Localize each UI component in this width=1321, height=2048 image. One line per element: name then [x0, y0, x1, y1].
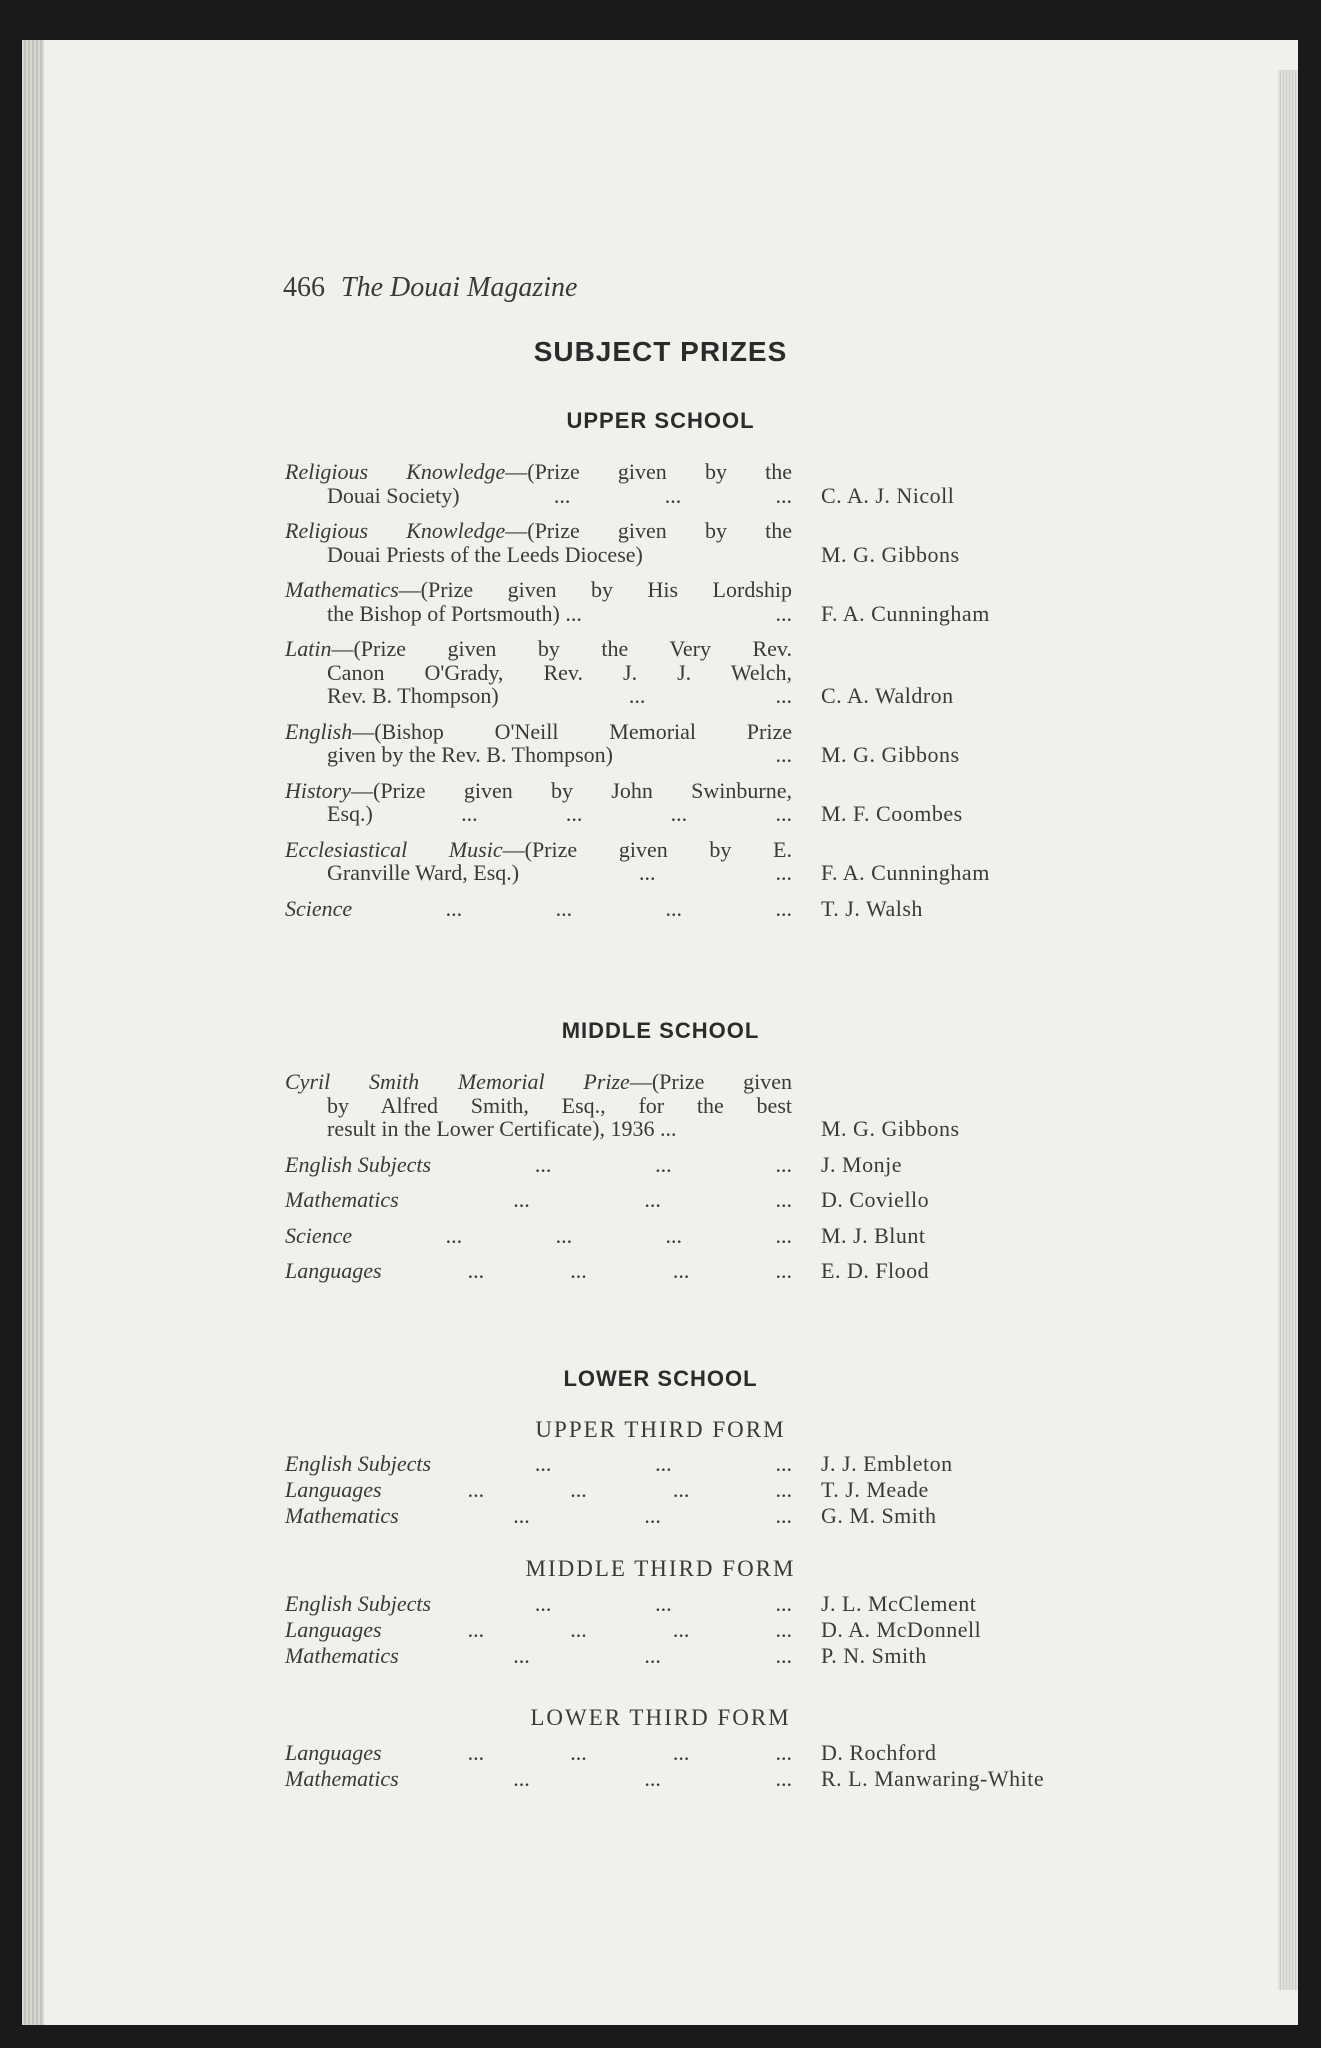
dot-leader: ...: [644, 1187, 661, 1212]
dot-leader: ...: [513, 1766, 530, 1791]
prize-entry: [285, 1478, 1045, 1502]
line-text: [285, 1741, 382, 1765]
dot-leader: ...: [775, 801, 792, 826]
prize-winner: M. G. Gibbons: [821, 742, 960, 767]
prize-winner: M. G. Gibbons: [821, 541, 960, 567]
prize-description: [285, 1478, 792, 1502]
dot-leader: ...: [570, 1617, 587, 1642]
line-text: [285, 1644, 399, 1668]
prize-description: [285, 519, 792, 566]
prize-entry: [285, 1188, 1045, 1212]
prize-description: [285, 897, 792, 921]
prize-entry: [285, 1452, 1045, 1476]
prize-subject: English Subjects: [285, 1151, 432, 1177]
description-line: [285, 897, 792, 921]
prize-winner: F. A. Cunningham: [821, 600, 990, 626]
prize-entry: [285, 1767, 1045, 1791]
dot-leader: ...: [775, 1187, 792, 1212]
dot-leader: ...: [570, 1477, 587, 1502]
description-line: [285, 1259, 792, 1283]
upper-school-heading: UPPER SCHOOL: [566, 408, 755, 433]
description-line: [285, 1478, 792, 1502]
prize-subject: English Subjects: [285, 1591, 432, 1616]
prize-winner: R. L. Manwaring-White: [821, 1766, 1045, 1791]
line-text: [327, 1117, 676, 1141]
running-header: [283, 272, 577, 304]
description-line: [285, 1117, 792, 1141]
description-line: [285, 720, 792, 744]
upper-school-list: [285, 460, 1045, 932]
prize-winner: T. J. Meade: [821, 1477, 929, 1502]
dot-leader: ...: [644, 1503, 661, 1528]
prize-description: [285, 1070, 792, 1141]
prize-winner: C. A. J. Nicoll: [821, 482, 955, 508]
line-content: given by the Rev. B. Thompson): [327, 742, 613, 767]
dot-leader: ...: [775, 1477, 792, 1502]
magazine-title: The Douai Magazine: [341, 272, 578, 303]
prize-winner: J. L. McClement: [821, 1591, 977, 1616]
line-content: —(Prize given by His Lordship: [398, 577, 792, 602]
prize-entry: [285, 1070, 1045, 1141]
prize-description: [285, 720, 792, 767]
prize-description: [285, 838, 792, 885]
dot-leader: ...: [555, 895, 573, 921]
prize-description: [285, 1592, 792, 1616]
prize-subject: Mathematics: [285, 577, 399, 602]
description-line: [285, 1767, 792, 1791]
dot-leader: ...: [775, 1151, 792, 1177]
dot-leader: ...: [775, 1740, 792, 1765]
line-text: [285, 837, 792, 862]
dot-leader: ...: [775, 860, 792, 885]
prize-entry: [285, 1224, 1045, 1248]
dot-leader: ...: [534, 1451, 552, 1476]
prize-description: [285, 1618, 792, 1642]
prize-subject: Mathematics: [285, 1766, 399, 1791]
prize-winner: G. M. Smith: [821, 1503, 937, 1528]
prize-description: [285, 460, 792, 507]
description-line: [285, 484, 792, 508]
line-content: Douai Priests of the Leeds Diocese): [327, 541, 643, 567]
prize-entry: [285, 779, 1045, 826]
dot-leader: ...: [665, 1222, 683, 1248]
prize-winner: P. N. Smith: [821, 1643, 927, 1668]
dot-leader: ...: [665, 895, 683, 921]
line-content: Douai Society): [327, 482, 460, 508]
prize-subject: Languages: [285, 1477, 382, 1502]
prize-description: [285, 1504, 792, 1528]
line-text: [285, 1592, 431, 1616]
prize-winner: J. J. Embleton: [821, 1451, 953, 1476]
line-text: [327, 743, 613, 767]
prize-subject: Languages: [285, 1740, 382, 1765]
dot-leader: ...: [445, 895, 463, 921]
dot-leader: ...: [655, 1591, 672, 1616]
prize-description: [285, 1644, 792, 1668]
line-text: [285, 897, 352, 921]
prize-subject: History: [285, 777, 351, 803]
line-text: [327, 861, 519, 885]
line-content: —(Prize given by the: [505, 459, 792, 484]
dot-leader: ...: [555, 1222, 573, 1248]
prize-entry: [285, 1592, 1045, 1616]
description-line: [285, 1504, 792, 1528]
dot-leader: ...: [775, 1617, 792, 1642]
prize-description: [285, 1153, 792, 1177]
line-content: —(Prize given: [629, 1069, 792, 1094]
prize-winner: M. J. Blunt: [821, 1222, 926, 1248]
description-line: [285, 743, 792, 767]
dot-leader: ...: [639, 860, 656, 885]
line-content: Rev. B. Thompson): [327, 683, 499, 708]
prize-entry: [285, 1644, 1045, 1668]
line-text: [285, 1188, 399, 1212]
middle-school-heading: MIDDLE SCHOOL: [561, 1018, 760, 1043]
description-line: [285, 838, 792, 862]
prize-description: [285, 1741, 792, 1765]
dot-leader: ...: [513, 1503, 530, 1528]
prize-entry: [285, 637, 1045, 708]
dot-leader: ...: [628, 683, 646, 708]
description-line: [285, 684, 792, 708]
line-text: [327, 1093, 792, 1118]
description-line: [285, 1094, 792, 1118]
dot-leader: ...: [664, 482, 682, 508]
prize-winner: T. J. Walsh: [821, 895, 923, 921]
prize-subject: Languages: [285, 1617, 382, 1642]
page-title: SUBJECT PRIZES: [533, 336, 788, 367]
description-line: [285, 1070, 792, 1094]
line-content: result in the Lower Certificate), 1936 ...: [327, 1116, 677, 1141]
prize-subject: Ecclesiastical Music: [285, 836, 503, 862]
description-line: [285, 1644, 792, 1668]
description-line: [285, 779, 792, 803]
prize-winner: D. A. McDonnell: [821, 1617, 982, 1642]
dot-leader: ...: [775, 1591, 792, 1616]
dot-leader: ...: [775, 1643, 792, 1668]
form-heading: MIDDLE THIRD FORM: [525, 1556, 796, 1581]
line-text: [285, 577, 792, 602]
line-text: [327, 602, 582, 626]
dot-leader: ...: [461, 801, 478, 826]
prize-winner: C. A. Waldron: [821, 683, 954, 708]
line-text: [327, 660, 792, 685]
dot-leader: ...: [467, 1477, 485, 1502]
dot-leader: ...: [775, 1503, 792, 1528]
dot-leader: ...: [565, 801, 583, 826]
description-line: [285, 1618, 792, 1642]
prize-description: [285, 1452, 792, 1476]
line-text: [285, 719, 792, 744]
description-line: [285, 1452, 792, 1476]
line-text: [327, 484, 460, 508]
prize-entry: [285, 460, 1045, 507]
prize-subject: Cyril Smith Memorial Prize: [285, 1069, 630, 1094]
form-heading: LOWER THIRD FORM: [530, 1705, 791, 1730]
line-text: [327, 543, 643, 567]
dot-leader: ...: [775, 895, 792, 921]
dot-leader: ...: [775, 482, 792, 508]
dot-leader: ...: [553, 482, 571, 508]
form-list: [285, 1741, 1045, 1793]
line-content: by Alfred Smith, Esq., for the best: [327, 1092, 792, 1118]
prize-subject: Mathematics: [285, 1187, 399, 1212]
description-line: [285, 1741, 792, 1765]
prize-description: [285, 1259, 792, 1283]
prize-subject: Science: [285, 895, 353, 921]
line-content: Granville Ward, Esq.): [327, 860, 520, 885]
prize-subject: Religious Knowledge: [285, 459, 506, 484]
line-content: —(Bishop O'Neill Memorial Prize: [352, 718, 792, 744]
lower-school-heading: LOWER SCHOOL: [563, 1366, 758, 1391]
prize-entry: [285, 1259, 1045, 1283]
dot-leader: ...: [467, 1740, 485, 1765]
prize-winner: J. Monje: [821, 1151, 902, 1177]
description-line: [285, 637, 792, 661]
line-content: —(Prize given by E.: [502, 836, 792, 862]
dot-leader: ...: [644, 1643, 661, 1668]
prize-subject: Languages: [285, 1258, 382, 1283]
dot-leader: ...: [445, 1222, 463, 1248]
dot-leader: ...: [670, 801, 688, 826]
middle-school-list: [285, 1070, 1045, 1295]
prize-subject: English: [285, 718, 353, 744]
description-line: [285, 661, 792, 685]
prize-winner: M. G. Gibbons: [821, 1116, 960, 1141]
dot-leader: ...: [775, 1222, 792, 1248]
description-line: [285, 543, 792, 567]
line-text: [285, 1069, 792, 1094]
prize-subject: English Subjects: [285, 1451, 432, 1476]
prize-description: [285, 637, 792, 708]
dot-leader: ...: [775, 1451, 792, 1476]
page-number: 466: [283, 272, 325, 303]
dot-leader: ...: [672, 1477, 690, 1502]
line-content: Canon O'Grady, Rev. J. J. Welch,: [327, 659, 792, 685]
line-content: Esq.): [327, 801, 373, 826]
description-line: [285, 578, 792, 602]
dot-leader: ...: [534, 1151, 552, 1177]
prize-entry: [285, 1618, 1045, 1642]
prize-winner: D. Rochford: [821, 1740, 937, 1765]
form-heading: UPPER THIRD FORM: [535, 1417, 786, 1442]
description-line: [285, 460, 792, 484]
prize-subject: Mathematics: [285, 1503, 399, 1528]
dot-leader: ...: [775, 683, 792, 708]
dot-leader: ...: [644, 1766, 661, 1791]
prize-entry: [285, 1741, 1045, 1765]
dot-leader: ...: [775, 1258, 792, 1283]
dot-leader: ...: [775, 742, 792, 767]
prize-description: [285, 779, 792, 826]
prize-subject: Science: [285, 1222, 353, 1248]
dot-leader: ...: [467, 1617, 485, 1642]
dot-leader: ...: [655, 1451, 672, 1476]
line-text: [285, 459, 792, 484]
line-text: [285, 1224, 352, 1248]
dot-leader: ...: [672, 1740, 690, 1765]
line-content: —(Prize given by the: [505, 518, 792, 543]
prize-winner: F. A. Cunningham: [821, 860, 990, 885]
description-line: [285, 602, 792, 626]
prize-entry: [285, 838, 1045, 885]
description-line: [285, 1153, 792, 1177]
form-list: [285, 1452, 1045, 1530]
line-text: [285, 636, 792, 661]
line-text: [285, 1767, 399, 1791]
dot-leader: ...: [775, 600, 792, 626]
dot-leader: ...: [570, 1258, 587, 1283]
dot-leader: ...: [534, 1591, 552, 1616]
description-line: [285, 1224, 792, 1248]
form-list: [285, 1592, 1045, 1670]
prize-entry: [285, 897, 1045, 921]
line-text: [327, 684, 499, 708]
prize-entry: [285, 519, 1045, 566]
prize-entry: [285, 1153, 1045, 1177]
dot-leader: ...: [513, 1643, 530, 1668]
line-text: [327, 802, 373, 826]
line-text: [285, 1452, 431, 1476]
prize-winner: E. D. Flood: [821, 1258, 930, 1283]
description-line: [285, 519, 792, 543]
prize-subject: Mathematics: [285, 1643, 399, 1668]
description-line: [285, 1188, 792, 1212]
line-text: [285, 518, 792, 543]
description-line: [285, 1592, 792, 1616]
dot-leader: ...: [655, 1151, 672, 1177]
dot-leader: ...: [513, 1187, 530, 1212]
dot-leader: ...: [672, 1258, 690, 1283]
dot-leader: ...: [672, 1617, 690, 1642]
line-text: [285, 1618, 382, 1642]
prize-description: [285, 578, 792, 625]
prize-winner: D. Coviello: [821, 1187, 930, 1212]
dot-leader: ...: [467, 1258, 485, 1283]
dot-leader: ...: [775, 1766, 792, 1791]
line-content: —(Prize given by John Swinburne,: [351, 777, 792, 803]
prize-entry: [285, 720, 1045, 767]
prize-subject: Latin: [285, 636, 332, 661]
prize-description: [285, 1767, 792, 1791]
dot-leader: ...: [570, 1740, 587, 1765]
line-content: the Bishop of Portsmouth) ...: [327, 600, 582, 626]
prize-description: [285, 1224, 792, 1248]
prize-entry: [285, 1504, 1045, 1528]
prize-subject: Religious Knowledge: [285, 518, 506, 543]
prize-description: [285, 1188, 792, 1212]
line-content: —(Prize given by the Very Rev.: [331, 636, 792, 661]
line-text: [285, 1259, 382, 1283]
description-line: [285, 861, 792, 885]
line-text: [285, 778, 792, 803]
description-line: [285, 802, 792, 826]
prize-winner: M. F. Coombes: [821, 801, 963, 826]
line-text: [285, 1504, 399, 1528]
line-text: [285, 1153, 431, 1177]
prize-entry: [285, 578, 1045, 625]
line-text: [285, 1478, 382, 1502]
